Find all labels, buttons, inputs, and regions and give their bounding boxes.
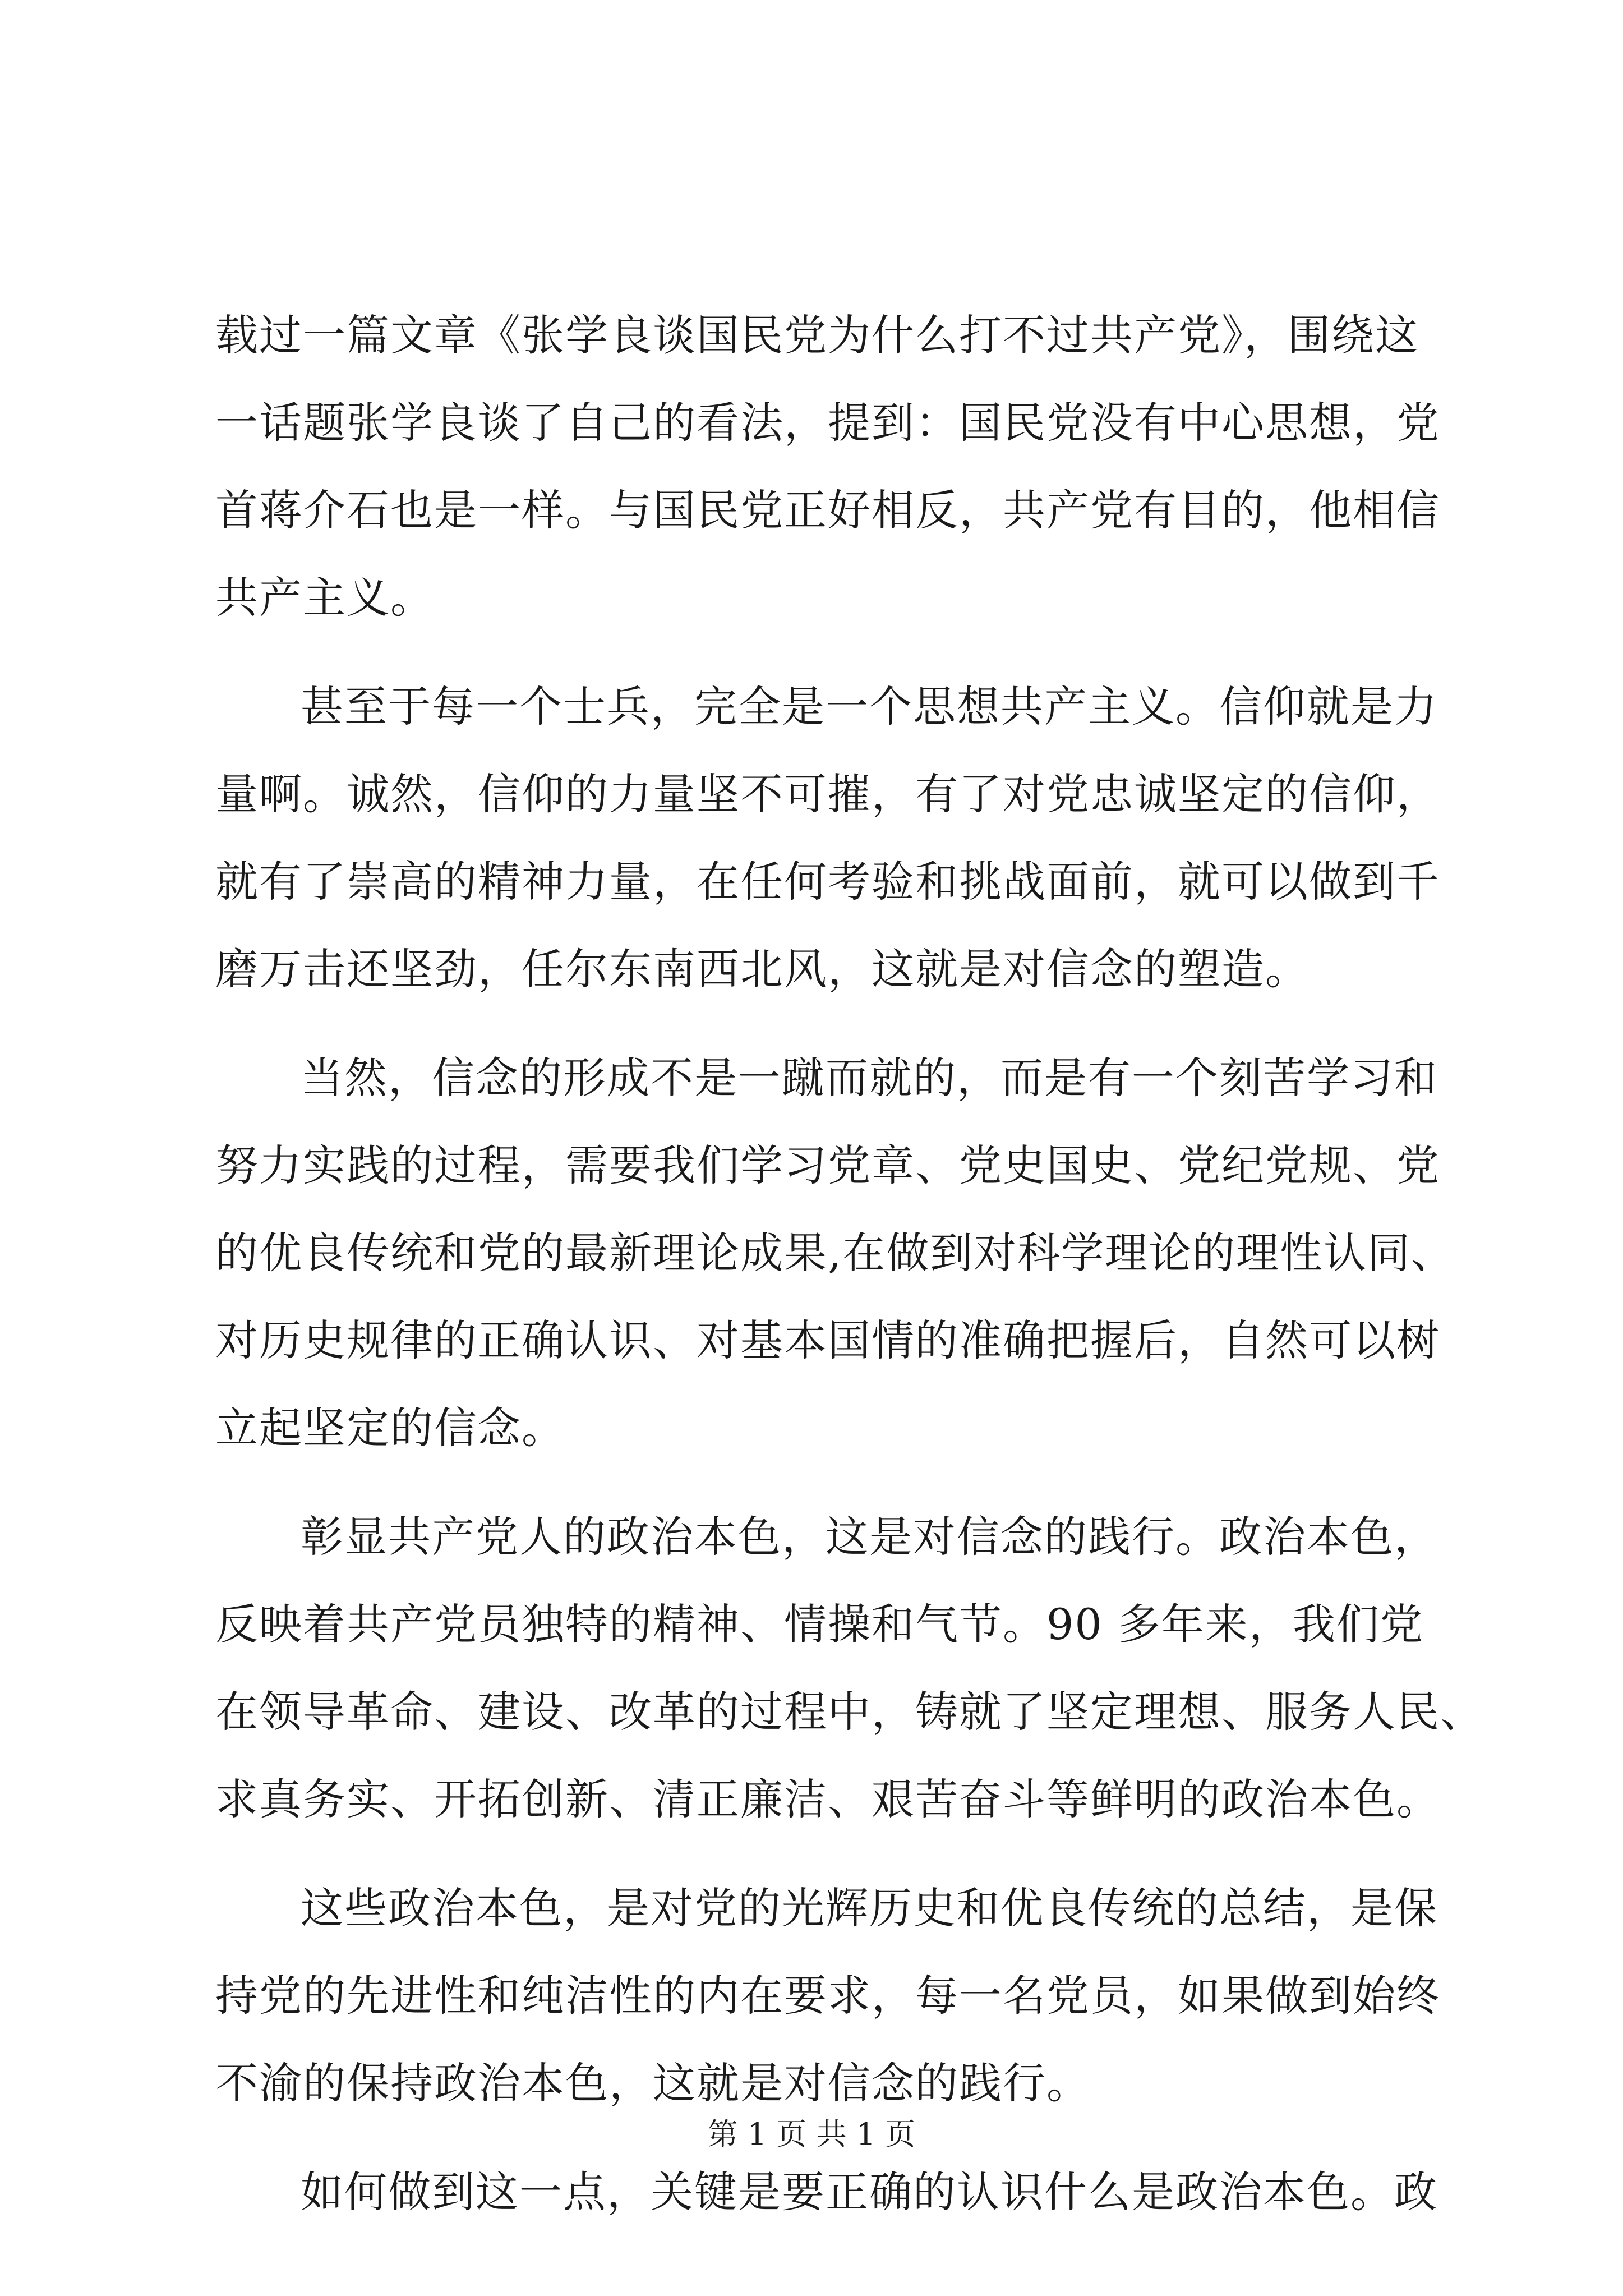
text-line: 这些政治本色，是对党的光辉历史和优良传统的总结，是保 xyxy=(301,1883,1438,1933)
document-body xyxy=(215,292,1484,2236)
page-number-label: 第 1 页 共 1 页 xyxy=(707,2116,916,2152)
paragraph-4 xyxy=(215,1493,1484,1843)
text-line: 不渝的保持政治本色，这就是对信念的践行。 xyxy=(215,2058,1090,2108)
text-line: 如何做到这一点，关键是要正确的认识什么是政治本色。政 xyxy=(301,2167,1438,2217)
paragraph-2 xyxy=(215,663,1440,1013)
text-line: 一话题张学良谈了自己的看法，提到：国民党没有中心思想，党 xyxy=(215,398,1440,448)
text-line: 努力实践的过程，需要我们学习党章、党史国史、党纪党规、党 xyxy=(215,1140,1440,1190)
text-line: 反映着共产党员独特的精神、情操和气节。90 多年来，我们党 xyxy=(215,1599,1424,1649)
paragraph-3 xyxy=(215,1034,1455,1472)
text-line: 彰显共产党人的政治本色，这是对信念的践行。政治本色， xyxy=(301,1512,1438,1562)
text-line: 当然，信念的形成不是一蹴而就的，而是有一个刻苦学习和 xyxy=(301,1053,1438,1103)
paragraph-5 xyxy=(215,1865,1440,2127)
text-line: 立起坚定的信念。 xyxy=(215,1403,565,1453)
text-line: 就有了崇高的精神力量，在任何考验和挑战面前，就可以做到千 xyxy=(215,857,1440,907)
text-line: 磨万击还坚劲，任尔东南西北风，这就是对信念的塑造。 xyxy=(215,944,1309,994)
text-line: 首蒋介石也是一样。与国民党正好相反，共产党有目的，他相信 xyxy=(215,485,1440,535)
text-line: 量啊。诚然，信仰的力量坚不可摧，有了对党忠诚坚定的信仰， xyxy=(215,769,1440,819)
text-line: 共产主义。 xyxy=(215,573,434,623)
text-line: 甚至于每一个士兵，完全是一个思想共产主义。信仰就是力 xyxy=(301,682,1438,731)
paragraph-1 xyxy=(215,292,1440,642)
text-line: 载过一篇文章《张学良谈国民党为什么打不过共产党》，围绕这 xyxy=(215,310,1419,360)
text-line: 持党的先进性和纯洁性的内在要求，每一名党员，如果做到始终 xyxy=(215,1971,1440,2021)
text-line: 对历史规律的正确认识、对基本国情的准确把握后，自然可以树 xyxy=(215,1315,1440,1365)
text-line: 的优良传统和党的最新理论成果,在做到对科学理论的理性认同、 xyxy=(215,1228,1455,1278)
text-line: 求真务实、开拓创新、清正廉洁、艰苦奋斗等鲜明的政治本色。 xyxy=(215,1774,1440,1824)
paragraph-6 xyxy=(215,2148,1438,2236)
page-footer xyxy=(0,2115,1623,2154)
text-line: 在领导革命、建设、改革的过程中，铸就了坚定理想、服务人民、 xyxy=(215,1687,1484,1737)
